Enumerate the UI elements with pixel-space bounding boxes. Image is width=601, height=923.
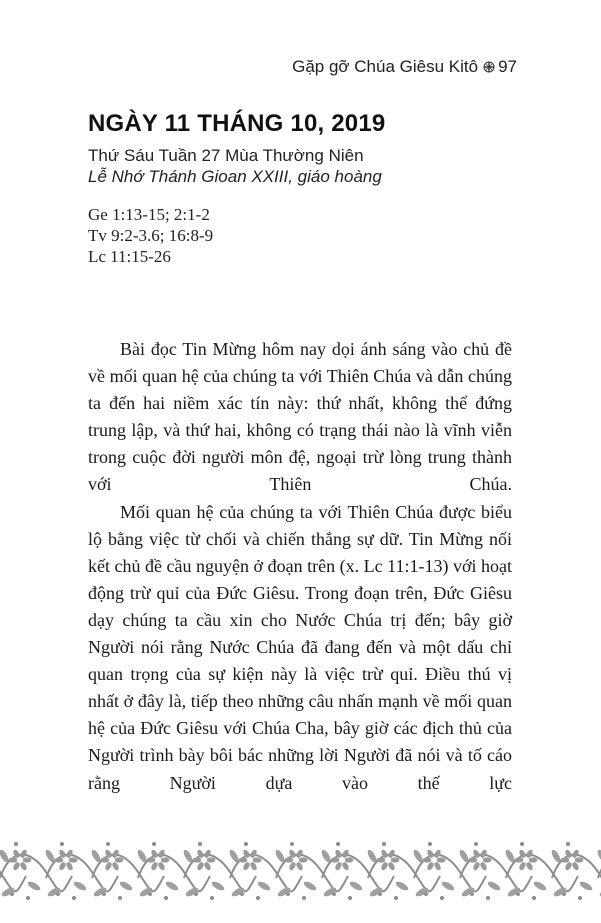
page-title: NGÀY 11 THÁNG 10, 2019: [88, 110, 386, 137]
readings-list: [88, 204, 213, 267]
running-head-title: Gặp gỡ Chúa Giêsu Kitô: [292, 57, 479, 76]
page-number: 97: [498, 57, 517, 76]
reading-citation: Ge 1:13-15; 2:1-2: [88, 205, 210, 224]
reading-citation: Tv 9:2-3.6; 16:8-9: [88, 226, 214, 245]
running-head: [292, 57, 517, 77]
liturgical-day: Thứ Sáu Tuần 27 Mùa Thường Niên: [88, 146, 364, 165]
reading-citation: Lc 11:15-26: [88, 247, 171, 266]
paragraph: Mối quan hệ của chúng ta với Thiên Chúa được biểu lộ bằng việc từ chối và chiến thắng sự dữ. Tin Mừng nối kết chủ đề cầu nguyện ở đoạn trên (x. Lc 11:1-13) với hoạt động trừ quỉ của Đức Giêsu. Trong đoạn trên, Đức Giêsu dạy chúng ta cầu xin cho Nước Chúa trị đến; bây giờ Người nói rằng Nước Chúa đã đang đến và một dấu chỉ quan trọng của sự kiện này là việc trừ quỉ. Điều thú vị nhất ở đây là, tiếp theo những câu nhấn mạnh về mối quan hệ của Đức Giêsu với Chúa Cha, bây giờ các địch thủ của Người trình bày bôi bác những lời Người đã nói và tố cáo rằng Người dựa vào thế lực: [88, 501, 512, 793]
cross-icon: [483, 61, 495, 73]
floral-border-ornament: [0, 838, 601, 906]
memorial: Lễ Nhớ Thánh Gioan XXIII, giáo hoàng: [88, 167, 382, 186]
body-text: [88, 336, 512, 797]
paragraph: Bài đọc Tin Mừng hôm nay dọi ánh sáng vào chủ đề về mối quan hệ của chúng ta với Thiên Chúa và dẫn chúng ta đến hai niềm xác tín này: thứ nhất, không thể đứng trung lập, và thứ hai, không có trạng thái nào là vĩnh viễn trong cuộc đời người môn đệ, ngoại trừ lòng trung thành với Thiên Chúa.: [88, 339, 512, 495]
subtitle: [88, 145, 382, 187]
